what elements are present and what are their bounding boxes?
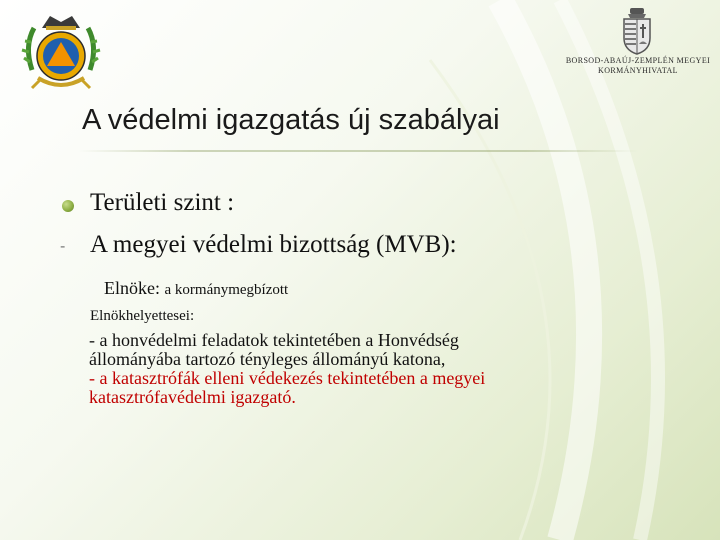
deputy2-line1: - a katasztrófák elleni védekezés tekintetében a megyei (89, 368, 486, 388)
chair-line (104, 278, 288, 299)
deputies-label: Elnökhelyettesei: (90, 308, 195, 324)
deputies-list (89, 331, 649, 407)
chair-label: Elnöke: (104, 278, 160, 298)
dash-marker: - (60, 238, 66, 255)
deputy2-line2: katasztrófavédelmi igazgató. (89, 387, 296, 407)
deputy1-line2: állományába tartozó tényleges állományú katona, (89, 349, 446, 369)
bullet-dot-icon (62, 200, 74, 212)
bullet-county-defence-committee: A megyei védelmi bizottság (MVB): (90, 231, 457, 258)
title-divider (78, 150, 638, 152)
hungarian-coat-of-arms-icon (620, 6, 654, 56)
organization-name (560, 56, 716, 76)
civil-protection-emblem-icon (20, 8, 102, 94)
deputy1-line1: - a honvédelmi feladatok tekintetében a Honvédség (89, 330, 459, 350)
organization-name-line2: KORMÁNYHIVATAL (598, 66, 678, 75)
bullet-territorial-level: Területi szint : (90, 189, 235, 216)
chair-value: a kormánymegbízott (164, 282, 289, 298)
organization-name-line1: BORSOD-ABAÚJ-ZEMPLÉN MEGYEI (565, 56, 711, 65)
slide-title: A védelmi igazgatás új szabályai (82, 104, 500, 136)
